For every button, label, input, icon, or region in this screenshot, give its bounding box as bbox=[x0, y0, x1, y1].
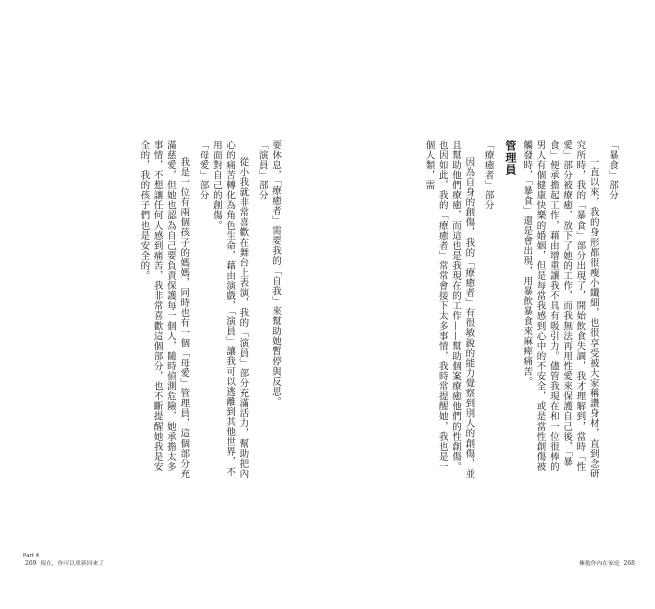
running-title: 擁抱你內在家庭 bbox=[579, 561, 620, 567]
right-page-body-text bbox=[389, 140, 619, 480]
right-page-footer bbox=[579, 560, 637, 568]
paragraph: 一直以來，我的身形都很瘦小纖細，也很享受被大家稱讚身材，直到念研究所時，我的「暴食」部分出現了，開始飲食失調，我才理解到，當時「性愛」部分被療癒、放下了她的工作，而我無法再用性愛來保護自己後，「暴食」便承擔起工作，藉由增重讓我不具有吸引力。儘管我現在和一位很棒的男人有個健康快樂的婚姻，但是每當我感到心中的不安全，或是當性創傷被觸發時，「暴食」還是會出現，用暴飲暴食來麻痺痛苦。 bbox=[521, 140, 599, 479]
paragraph: 我是一位有兩個孩子的媽媽，同時也有一個「母愛」管理員，這個部分充滿慈愛，但她也認為自己要負責保護每一個人，隨時偵測危險，她承擔太多事情，不想讓任何人感到痛苦，我非常喜歡這個部分，也不斷提醒她我是安全的，我的孩子們也是安全的。 bbox=[138, 140, 190, 479]
running-title: 現在，你可以重新回來了 bbox=[40, 561, 105, 567]
paragraph: 要休息，「療癒者」需要我的「自我」來幫助她暫停與反思。 bbox=[270, 140, 281, 407]
paragraph: 因為自身的創傷，我的「療癒者」有很敏銳的能力覺察到別人的創傷，並且幫助他們療癒，而這也是我現在的工作——幫助個案療癒他們的性創傷。也因如此，我的「療癒者」常常會接下太多事情，我時常提醒她，我也是一個人類，需 bbox=[423, 140, 475, 479]
right-page bbox=[327, 0, 655, 609]
subsection-heading: 「演員」部分 bbox=[256, 140, 268, 201]
paragraph: 從小我就非常喜歡在舞台上表演，我的「演員」部分充滿活力，幫助把內心的痛苦轉化為角色生命，藉由演戲，「演員」讓我可以逃離到其他世界，不用面對自己的創傷。 bbox=[210, 140, 249, 479]
subsection-heading: 「母愛」部分 bbox=[197, 140, 209, 201]
left-page bbox=[0, 0, 327, 609]
section-heading: 管理員 bbox=[503, 140, 517, 176]
left-page-body-text bbox=[46, 140, 282, 480]
page-number: 268 bbox=[623, 560, 635, 567]
subsection-heading: 「暴食」部分 bbox=[607, 140, 618, 201]
left-page-footer bbox=[23, 553, 104, 568]
part-label: Part 4 bbox=[23, 553, 40, 559]
page-number: 269 bbox=[25, 560, 37, 567]
subsection-heading: 「療癒者」部分 bbox=[482, 140, 494, 211]
